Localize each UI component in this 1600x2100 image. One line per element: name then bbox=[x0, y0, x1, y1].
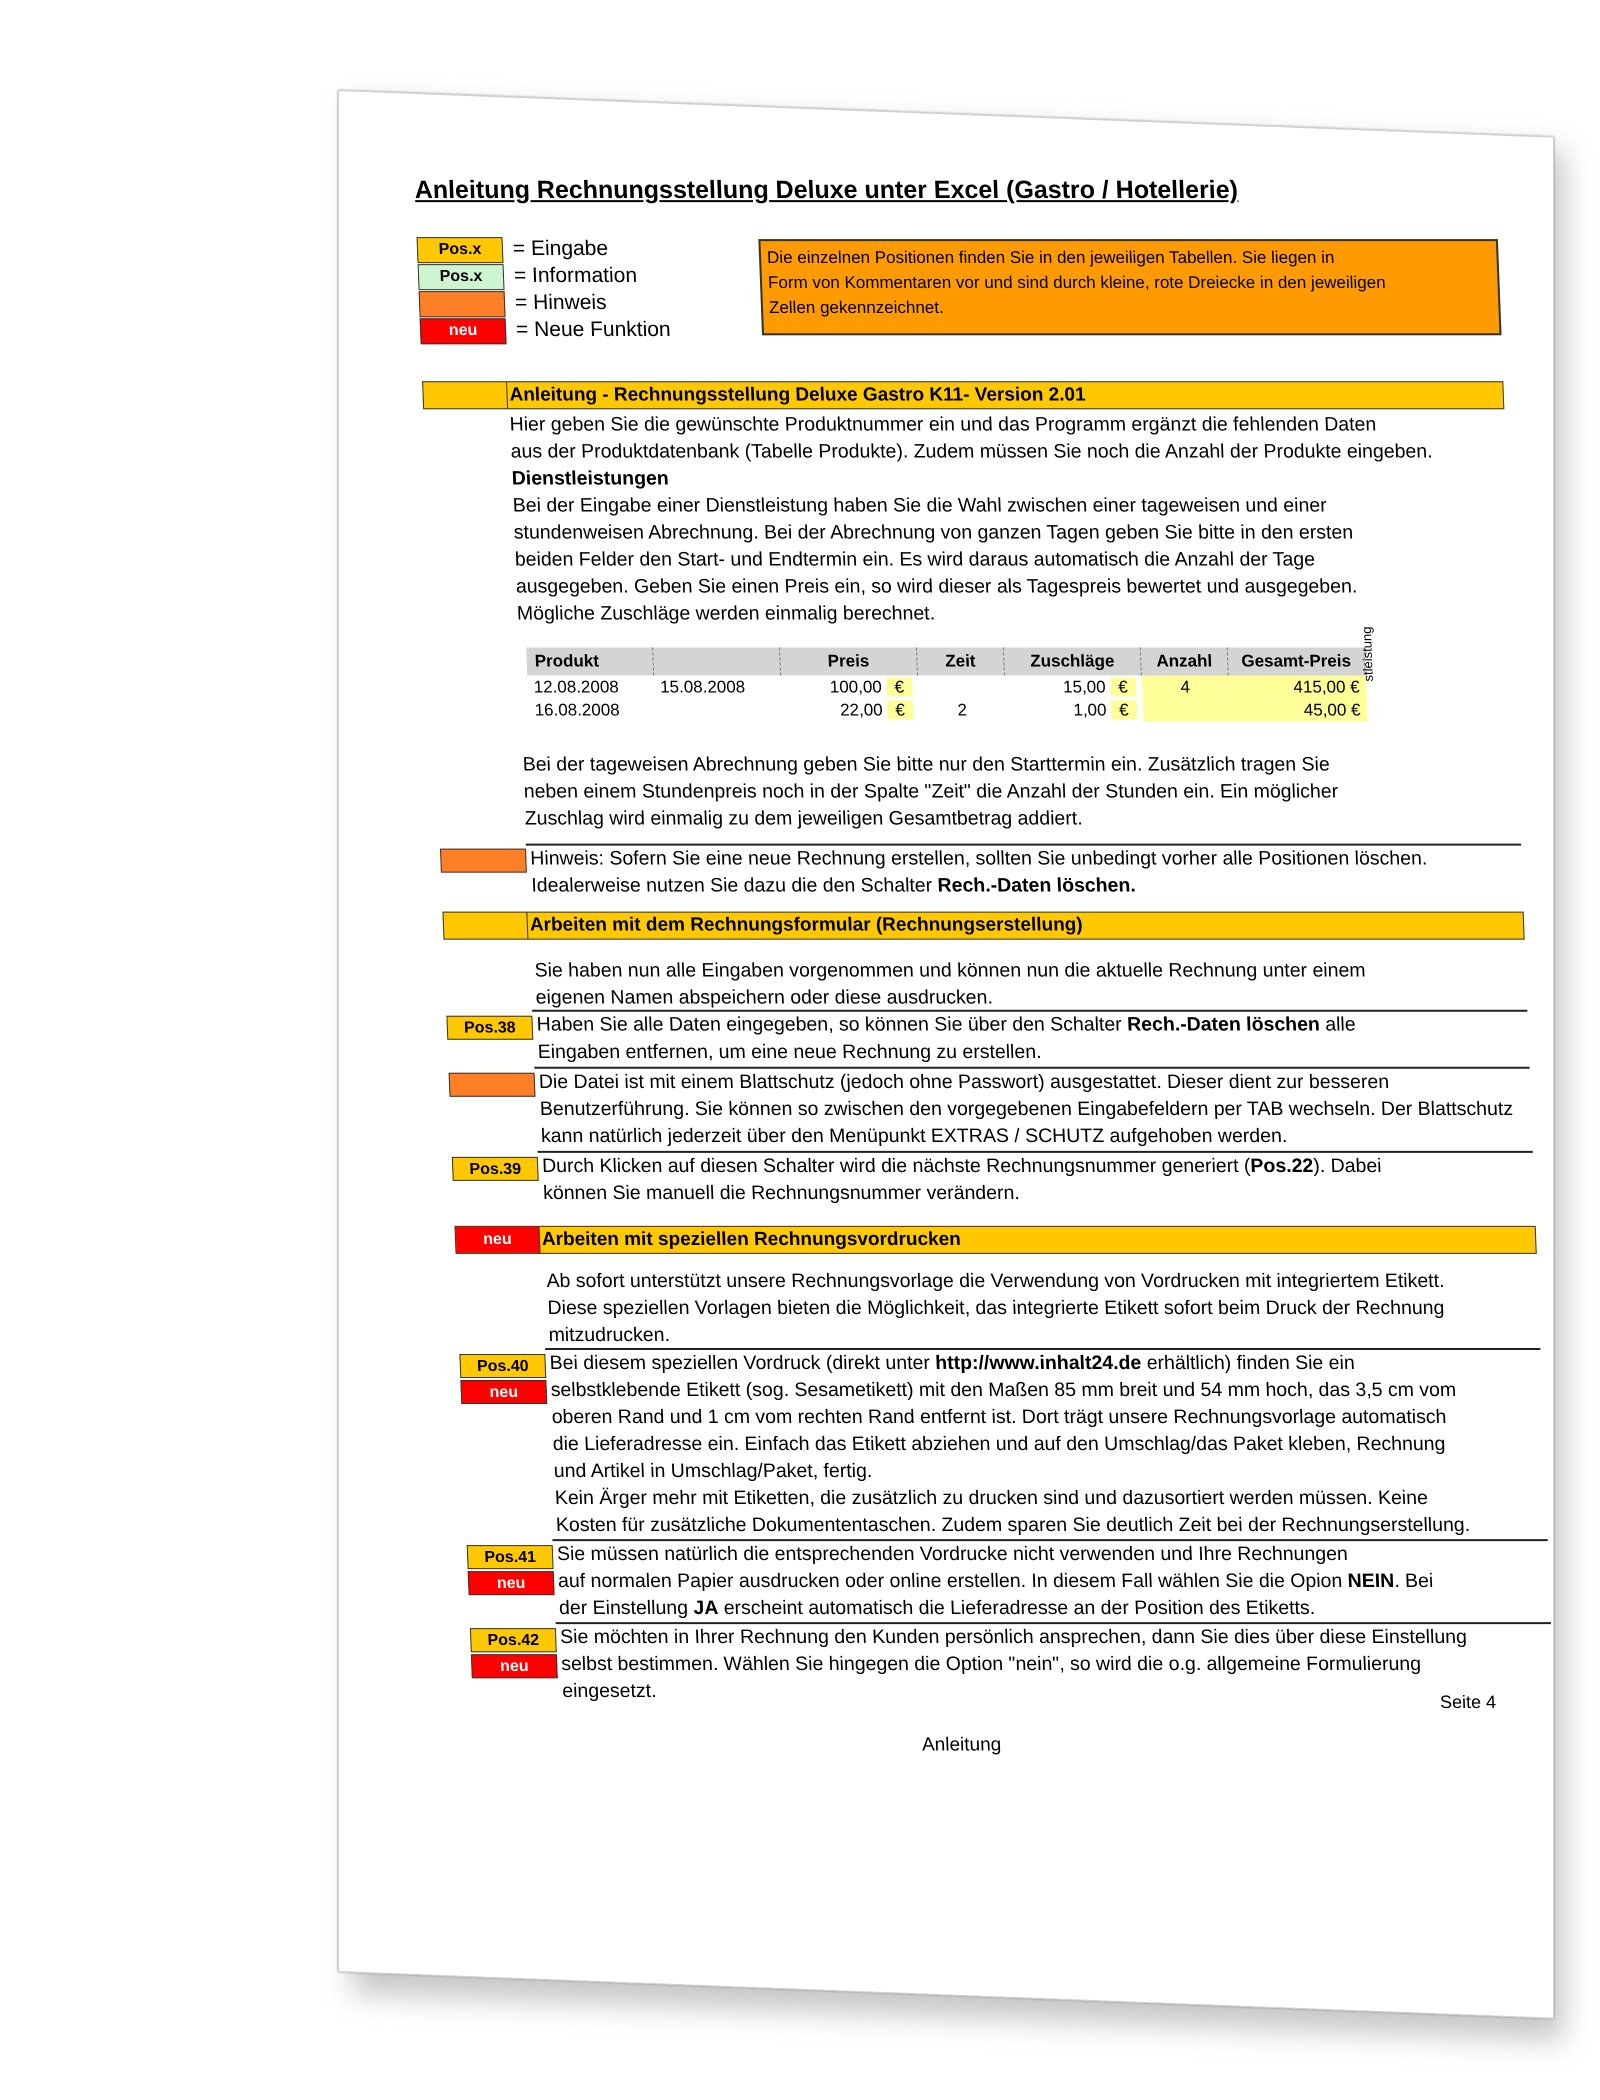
pos39-tag: Pos.39 bbox=[452, 1157, 539, 1181]
paragraph-line: aus der Produktdatenbank (Tabelle Produkte). Zudem müssen Sie noch die Anzahl der Produkte eingeben. bbox=[510, 440, 1433, 463]
pos41-new-tag: neu bbox=[468, 1571, 555, 1595]
paragraph-line: Mögliche Zuschläge werden einmalig berechnet. bbox=[516, 602, 936, 625]
pos42-line: selbst bestimmen. Wählen Sie hingegen die Option "nein", so wird die o.g. allgemeine Formulierung bbox=[560, 1653, 1422, 1676]
paragraph-line: Bei der tageweisen Abrechnung geben Sie bitte nur den Starttermin ein. Zusätzlich tragen Sie bbox=[522, 753, 1331, 776]
paragraph-line: Hier geben Sie die gewünschte Produktnummer ein und das Programm ergänzt die fehlenden Daten bbox=[509, 413, 1377, 436]
info-line: Zellen gekennzeichnet. bbox=[768, 298, 945, 318]
pos41-line: Sie müssen natürlich die entsprechenden Vordrucke nicht verwenden und Ihre Rechnungen bbox=[556, 1543, 1349, 1566]
table-cell bbox=[655, 698, 783, 721]
info-line: Die einzelnen Positionen finden Sie in den jeweiligen Tabellen. Sie liegen in bbox=[766, 248, 1335, 268]
pos42-line: Sie möchten in Ihrer Rechnung den Kunden persönlich ansprechen, dann Sie dies über diese Einstellung bbox=[559, 1626, 1468, 1649]
table-row bbox=[528, 698, 1367, 721]
table-cell: 2 bbox=[957, 699, 968, 720]
legend-tag-neu: neu bbox=[420, 318, 507, 344]
paragraph-line: ausgegeben. Geben Sie einen Preis ein, so wird dieser als Tagespreis bewertet und ausgegeben. bbox=[515, 575, 1358, 598]
currency: € bbox=[1349, 676, 1360, 696]
paragraph-line: neben einem Stundenpreis noch in der Spalte "Zeit" die Anzahl der Stunden ein. Ein möglicher bbox=[523, 780, 1339, 803]
pos41-text: . Bei bbox=[1393, 1570, 1434, 1593]
table-cell: 16.08.2008 bbox=[534, 699, 620, 720]
gesamt-value: 415,00 bbox=[1293, 676, 1346, 696]
currency: € bbox=[886, 677, 912, 696]
pos42-new-tag: neu bbox=[471, 1654, 558, 1678]
pos40-new-tag: neu bbox=[460, 1380, 547, 1404]
gesamt-value: 45,00 bbox=[1303, 699, 1347, 720]
section-header-marker bbox=[443, 913, 528, 939]
pos42-tag: Pos.42 bbox=[470, 1628, 557, 1652]
table-cell bbox=[1005, 698, 1143, 721]
pos41-text: auf normalen Papier ausdrucken oder online erstellen. In diesem Fall wählen Sie die Opion bbox=[557, 1570, 1349, 1593]
preis-value: 22,00 bbox=[839, 699, 884, 720]
section-header-vordrucke bbox=[454, 1226, 1536, 1254]
example-table bbox=[526, 647, 1367, 721]
pos38-text: alle bbox=[1319, 1013, 1357, 1036]
section-header-rechnungsformular bbox=[442, 912, 1524, 940]
pos40-line: oberen Rand und 1 cm vom rechten Rand entfernt ist. Dort trägt unsere Rechnungsvorlage automatisch bbox=[551, 1406, 1447, 1429]
paragraph-line: Sie haben nun alle Eingaben vorgenommen und können nun die aktuelle Rechnung unter einem bbox=[534, 959, 1366, 982]
pos40-line: Kosten für zusätzliche Dokumententaschen. Zudem sparen Sie deutlich Zeit bei der Rechnungserstellung. bbox=[555, 1514, 1471, 1537]
table-header: Zeit bbox=[916, 647, 1004, 675]
pos41-text: erscheint automatisch die Lieferadresse an der Position des Etiketts. bbox=[717, 1597, 1316, 1620]
table-cell: 4 bbox=[1141, 675, 1229, 698]
pos40-line bbox=[549, 1350, 1355, 1377]
preis-value: 100,00 bbox=[829, 676, 883, 696]
sheet-name: Anleitung bbox=[921, 1734, 1002, 1756]
legend-label-information: = Information bbox=[513, 264, 638, 288]
website-link[interactable]: http://www.inhalt24.de bbox=[934, 1351, 1142, 1374]
pos38-tag: Pos.38 bbox=[446, 1016, 533, 1040]
pos40-line: und Artikel in Umschlag/Paket, fertig. bbox=[553, 1460, 873, 1483]
pos40-text: Bei diesem speziellen Vordruck (direkt unter bbox=[549, 1351, 936, 1374]
pos39-text: ). Dabei bbox=[1312, 1154, 1382, 1177]
hinweis-line: Hinweis: Sofern Sie eine neue Rechnung erstellen, sollten Sie unbedingt vorher alle Positionen löschen. bbox=[529, 847, 1428, 870]
pos42-line: eingesetzt. bbox=[561, 1680, 657, 1703]
table-header: Gesamt-Preis bbox=[1227, 647, 1365, 675]
pos40-text: erhältlich) finden Sie ein bbox=[1140, 1351, 1356, 1374]
zuschlag-value: 15,00 bbox=[1062, 676, 1106, 696]
table-cell: 12.08.2008 bbox=[533, 676, 620, 696]
pos38-line bbox=[536, 1012, 1356, 1039]
option-reference: NEIN bbox=[1347, 1570, 1395, 1593]
info-box bbox=[758, 239, 1501, 335]
legend-tag-eingabe: Pos.x bbox=[417, 237, 504, 263]
subheading-dienstleistungen: Dienstleistungen bbox=[511, 467, 670, 490]
page-content bbox=[339, 91, 1600, 1972]
table-header: Produkt bbox=[526, 647, 653, 675]
hinweis-line: kann natürlich jederzeit über den Menüpunkt EXTRAS / SCHUTZ aufgehoben werden. bbox=[540, 1124, 1288, 1147]
paragraph-line: eigenen Namen abspeichern oder diese ausdrucken. bbox=[535, 986, 994, 1009]
paragraph-line: stundenweisen Abrechnung. Bei der Abrechnung von ganzen Tagen geben Sie bitte in den ersten bbox=[513, 521, 1354, 544]
pos40-line: selbstklebende Etikett (sog. Sesametikett) mit den Maßen 85 mm breit und 54 mm hoch, das 3,5 cm vom bbox=[550, 1378, 1457, 1402]
hinweis-marker bbox=[440, 849, 527, 873]
table-cell bbox=[1229, 698, 1367, 721]
legend-tag-information: Pos.x bbox=[418, 264, 505, 290]
pos41-text: der Einstellung bbox=[558, 1597, 694, 1620]
pos40-tag: Pos.40 bbox=[459, 1354, 546, 1378]
paragraph-line: Bei der Eingabe einer Dienstleistung haben Sie die Wahl zwischen einer tageweisen und einer bbox=[512, 494, 1328, 517]
zuschlag-value: 1,00 bbox=[1073, 699, 1107, 720]
legend-label-hinweis: = Hinweis bbox=[514, 291, 607, 315]
currency: € bbox=[1111, 700, 1137, 719]
table-row bbox=[527, 675, 1366, 698]
info-line: Form von Kommentaren vor und sind durch kleine, rote Dreiecke in den jeweiligen bbox=[767, 273, 1386, 293]
pos40-line: die Lieferadresse ein. Einfach das Etikett abziehen und auf den Umschlag/das Paket kleben, Rechnung bbox=[552, 1433, 1446, 1456]
legend-label-eingabe: = Eingabe bbox=[512, 237, 609, 261]
section-title: Arbeiten mit speziellen Rechnungsvordrucken bbox=[541, 1228, 962, 1250]
table-cell bbox=[1004, 675, 1142, 698]
table-header: Anzahl bbox=[1140, 647, 1228, 675]
section-header-marker bbox=[423, 382, 508, 408]
paragraph-line: Diese speziellen Vorlagen bieten die Möglichkeit, das integrierte Etikett sofort beim Druck der Rechnung bbox=[547, 1296, 1445, 1319]
hinweis-line: Benutzerführung. Sie können so zwischen den vorgegebenen Eingabefeldern per TAB wechseln. Der Blattschutz bbox=[539, 1097, 1514, 1120]
table-header bbox=[653, 647, 781, 675]
table-header: Zuschläge bbox=[1003, 647, 1141, 675]
hinweis-text: Idealerweise nutzen Sie dazu die den Schalter bbox=[530, 874, 938, 897]
pos39-line bbox=[542, 1153, 1382, 1180]
hinweis-marker bbox=[449, 1073, 536, 1097]
page-number: Seite 4 bbox=[1439, 1692, 1497, 1713]
pos-reference: Pos.22 bbox=[1250, 1154, 1314, 1177]
table-cell bbox=[781, 698, 919, 721]
pos41-line bbox=[559, 1595, 1316, 1622]
section-title: Anleitung - Rechnungsstellung Deluxe Gastro K11- Version 2.01 bbox=[509, 384, 1086, 406]
pos40-line: Kein Ärger mehr mit Etiketten, die zusätzlich zu drucken sind und dazusortiert werden müssen. Keine bbox=[554, 1487, 1429, 1510]
legend-tag-hinweis bbox=[419, 291, 506, 317]
pos38-text: Haben Sie alle Daten eingegeben, so können Sie über den Schalter bbox=[536, 1013, 1128, 1036]
pos41-tag: Pos.41 bbox=[467, 1545, 554, 1569]
paragraph-line: beiden Felder den Start- und Endtermin ein. Es wird daraus automatisch die Anzahl der Tage bbox=[514, 548, 1316, 571]
section-title: Arbeiten mit dem Rechnungsformular (Rechnungserstellung) bbox=[529, 914, 1084, 936]
button-reference: Rech.-Daten löschen bbox=[1126, 1013, 1321, 1036]
page-title: Anleitung Rechnungsstellung Deluxe unter Excel (Gastro / Hotellerie) bbox=[414, 176, 1239, 205]
paragraph-line: Zuschlag wird einmalig zu dem jeweiligen Gesamtbetrag addiert. bbox=[524, 807, 1083, 830]
currency: € bbox=[1350, 699, 1361, 720]
paragraph-line: Ab sofort unterstützt unsere Rechnungsvorlage die Verwendung von Vordrucken mit integriertem Etikett. bbox=[546, 1269, 1445, 1292]
table-cell bbox=[1142, 698, 1230, 721]
pos39-line: können Sie manuell die Rechnungsnummer verändern. bbox=[542, 1181, 1021, 1204]
table-cell bbox=[1228, 675, 1366, 698]
button-reference: Rech.-Daten löschen. bbox=[937, 874, 1137, 897]
table-header: Preis bbox=[780, 647, 918, 675]
currency: € bbox=[1110, 677, 1136, 696]
hinweis-line: Die Datei ist mit einem Blattschutz (jedoch ohne Passwort) ausgestattet. Dieser dient zur besseren bbox=[538, 1070, 1390, 1093]
pos38-line: Eingaben entfernen, um eine neue Rechnung zu erstellen. bbox=[537, 1040, 1042, 1063]
section-header-anleitung bbox=[422, 381, 1504, 409]
table-cell bbox=[918, 675, 1006, 698]
table-cell: 15.08.2008 bbox=[659, 676, 746, 696]
document-page bbox=[338, 90, 1554, 2019]
legend-label-neu: = Neue Funktion bbox=[515, 318, 672, 342]
hinweis-line bbox=[531, 873, 1136, 900]
option-reference: JA bbox=[692, 1597, 719, 1620]
section-new-tag: neu bbox=[456, 1227, 541, 1253]
paragraph-line: mitzudrucken. bbox=[548, 1323, 671, 1346]
pos41-line bbox=[558, 1568, 1434, 1595]
table-cell bbox=[781, 675, 919, 698]
table-side-label: stleistung bbox=[1358, 626, 1376, 682]
currency: € bbox=[887, 700, 913, 719]
pos39-text: Durch Klicken auf diesen Schalter wird die nächste Rechnungsnummer generiert ( bbox=[541, 1154, 1251, 1177]
